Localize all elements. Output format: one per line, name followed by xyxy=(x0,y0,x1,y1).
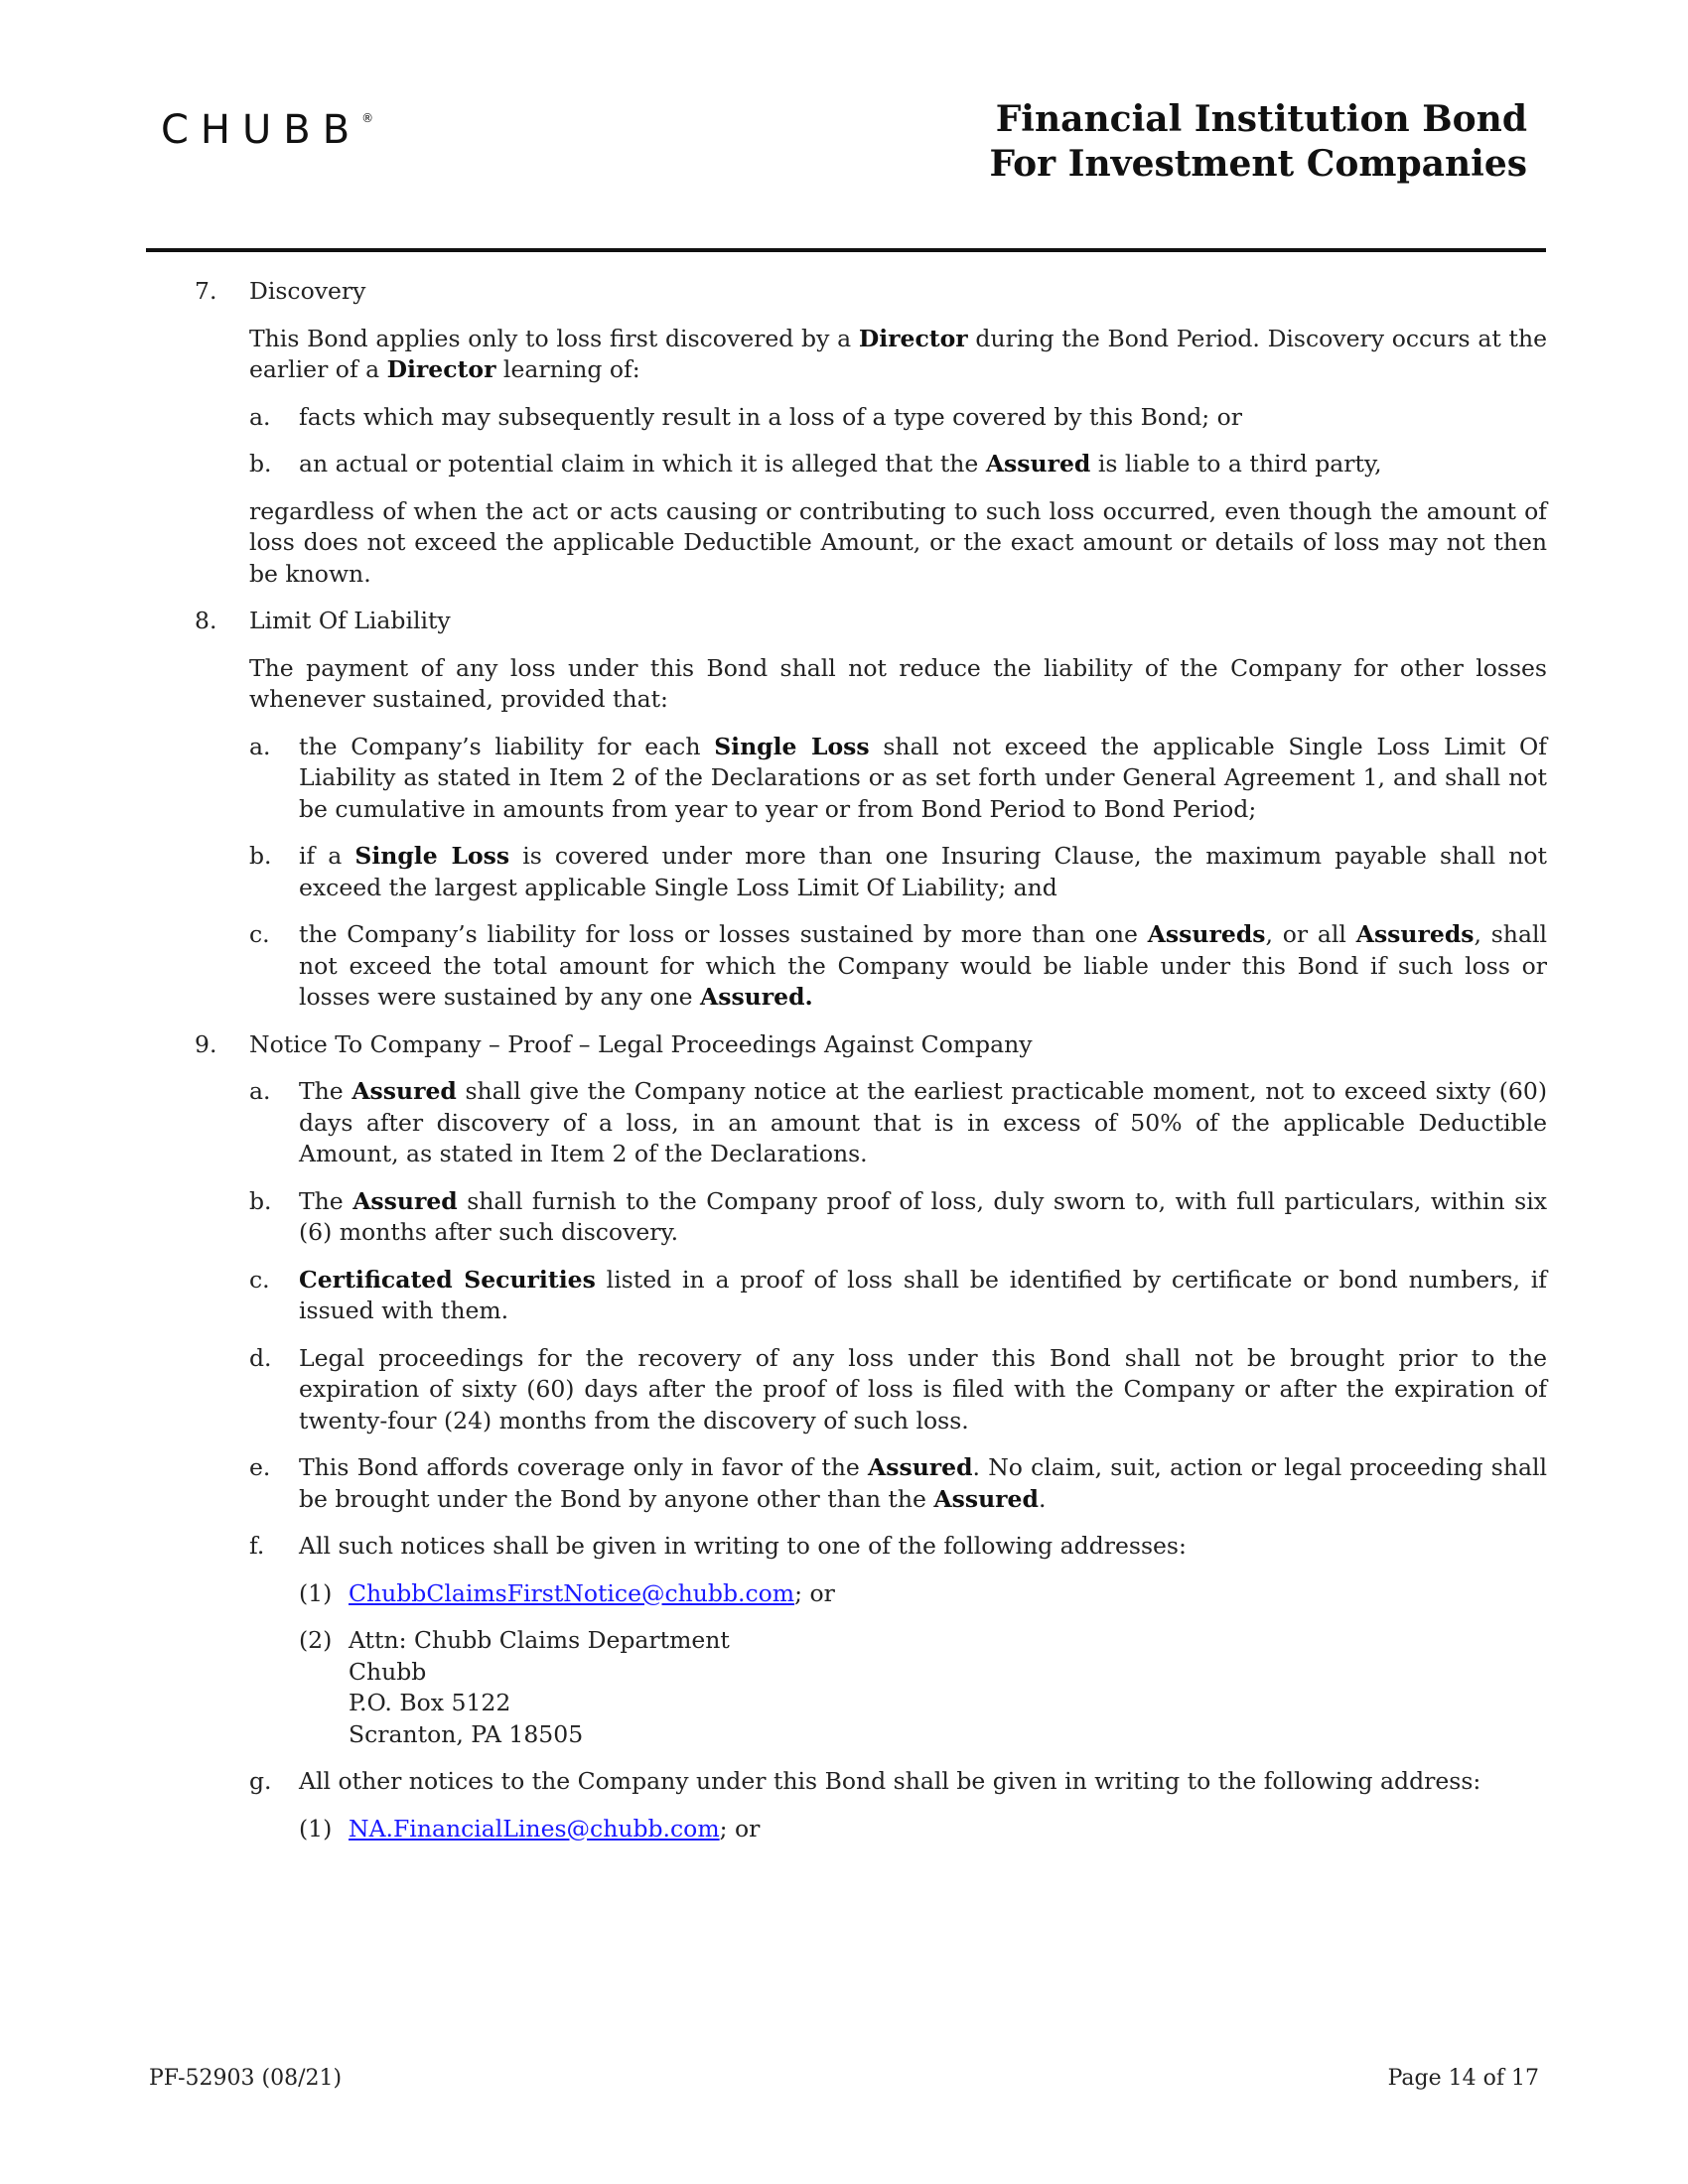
chubb-logo: CHUBB® xyxy=(161,107,374,153)
section-heading: 7. Discovery xyxy=(195,277,366,305)
address-item: (1) ChubbClaimsFirstNotice@chubb.com; or xyxy=(299,1578,835,1607)
list-item: g. All other notices to the Company under this Bond shall be given in writing to the following address: xyxy=(249,1767,1481,1795)
list-item: c. Certificated Securities listed in a proof of loss shall be identified by certificate or bond numbers, if issued with them. xyxy=(249,1265,1547,1324)
form-number: PF-52903 (08/21) xyxy=(149,2066,343,2091)
address-item: (1) NA.FinancialLines@chubb.com; or xyxy=(299,1814,761,1843)
section-heading: 9. Notice To Company – Proof – Legal Proceedings Against Company xyxy=(195,1029,1033,1058)
section-heading: 8. Limit Of Liability xyxy=(195,607,451,634)
list-item: b. an actual or potential claim in which it is alleged that the Assured is liable to a third party, xyxy=(249,450,1382,478)
address-line: P.O. Box 5122 xyxy=(349,1689,511,1716)
section-notice-to-company xyxy=(195,1029,1547,1845)
paragraph: The payment of any loss under this Bond shall not reduce the liability of the Company for other losses whenever sustained, provided that: xyxy=(249,653,1547,713)
paragraph: This Bond applies only to loss first discovered by a Director during the Bond Period. Discovery occurs at the earlier of a Director learning of: xyxy=(249,324,1548,383)
list-item: b. The Assured shall furnish to the Company proof of loss, duly sworn to, with full particulars, within six (6) months after such discovery. xyxy=(249,1186,1547,1246)
section-limit-of-liability xyxy=(195,606,1547,1014)
address-item: (2) Attn: Chubb Claims Department Chubb P.O. Box 5122 Scranton, PA 18505 xyxy=(299,1625,1547,1750)
list-item: f. All such notices shall be given in writing to one of the following addresses: xyxy=(249,1532,1187,1560)
address-line: Scranton, PA 18505 xyxy=(349,1719,584,1748)
paragraph: regardless of when the act or acts causing or contributing to such loss occurred, even though the amount of loss does not exceed the applicable Deductible Amount, or the exact amount or details of loss may not then be known. xyxy=(249,496,1547,588)
list-item: a. The Assured shall give the Company notice at the earliest practicable moment, not to exceed sixty (60) days after discovery of a loss, in an amount that is in excess of 50% of the applicable Deductible Amount, as stated in Item 2 of the Declarations. xyxy=(249,1077,1547,1167)
list-item: b. if a Single Loss is covered under more than one Insuring Clause, the maximum payable shall not exceed the largest applicable Single Loss Limit Of Liability; and xyxy=(249,842,1547,901)
section-discovery xyxy=(195,276,1547,590)
list-item: c. the Company’s liability for loss or losses sustained by more than one Assureds, or all Assureds, shall not exceed the total amount for which the Company would be liable under this Bond if such loss or losses were sustained by any one Assured. xyxy=(249,920,1547,1011)
address-line: Attn: Chubb Claims Department xyxy=(349,1626,730,1654)
title-line-1: Financial Institution Bond xyxy=(995,98,1527,140)
page-number: Page 14 of 17 xyxy=(1387,2066,1539,2091)
list-item: d. Legal proceedings for the recovery of any loss under this Bond shall not be brought prior to the expiration of sixty (60) days after the proof of loss is filed with the Company or after the expiration of twenty-four (24) months from the discovery of such loss. xyxy=(249,1343,1547,1434)
list-item: a. facts which may subsequently result in a loss of a type covered by this Bond; or xyxy=(249,402,1243,431)
document-body xyxy=(195,276,1547,1860)
title-line-2: For Investment Companies xyxy=(989,143,1527,185)
list-item: e. This Bond affords coverage only in favor of the Assured. No claim, suit, action or legal proceeding shall be brought under the Bond by anyone other than the Assured. xyxy=(249,1453,1547,1513)
list-item: a. the Company’s liability for each Single Loss shall not exceed the applicable Single Loss Limit Of Liability as stated in Item 2 of the Declarations or as set forth under General Agreement 1, and shall not be cumulative in amounts from year to year or from Bond Period to Bond Period; xyxy=(249,732,1548,823)
claims-email-link[interactable]: ChubbClaimsFirstNotice@chubb.com xyxy=(349,1578,795,1607)
financial-lines-email-link[interactable]: NA.FinancialLines@chubb.com xyxy=(349,1814,720,1843)
header-divider xyxy=(146,248,1546,252)
address-line: Chubb xyxy=(349,1657,427,1686)
document-title xyxy=(990,97,1527,187)
